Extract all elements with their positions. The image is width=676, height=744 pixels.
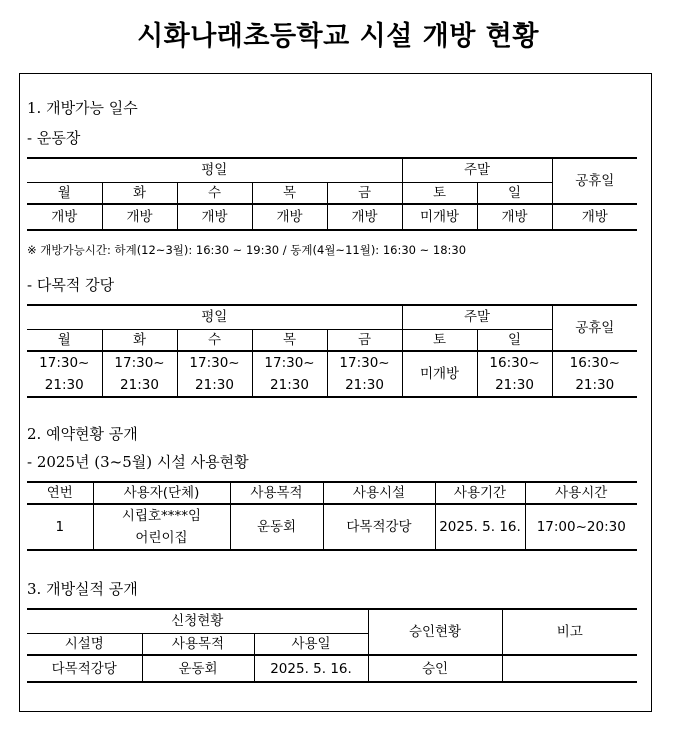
hours-end: 21:30	[120, 377, 159, 393]
hours-end: 21:30	[270, 377, 309, 393]
column-header: 사용자(단체)	[93, 482, 230, 504]
hours-start: 17:30~	[39, 355, 90, 371]
playground-subheading: - 운동장	[27, 129, 81, 147]
holiday-header: 공휴일	[552, 305, 637, 351]
hours-end: 21:30	[575, 377, 615, 393]
open-status-cell: 개방	[552, 204, 637, 230]
column-header: 연번	[27, 482, 93, 504]
hours-start: 17:30~	[189, 355, 240, 371]
hall-table	[27, 304, 637, 398]
remarks-cell	[502, 655, 637, 682]
open-status-cell: 개방	[177, 204, 252, 230]
day-header: 일	[477, 329, 552, 351]
open-status-cell: 개방	[102, 204, 177, 230]
hours-start: 17:30~	[114, 355, 165, 371]
hours-cell	[552, 351, 637, 397]
purpose-cell: 운동회	[142, 655, 254, 682]
column-header: 사용시설	[323, 482, 435, 504]
time-cell: 17:00~20:30	[525, 504, 637, 550]
hours-end: 21:30	[495, 377, 534, 393]
weekend-group-header: 주말	[402, 158, 552, 182]
approval-cell: 승인	[368, 655, 502, 682]
hours-cell	[252, 351, 327, 397]
open-status-cell: 개방	[327, 204, 402, 230]
open-status-cell: 개방	[27, 204, 102, 230]
hours-end: 21:30	[44, 377, 84, 393]
day-header: 화	[102, 182, 177, 204]
weekday-group-header: 평일	[27, 305, 402, 329]
open-hours-note: ※ 개방가능시간: 하계(12~3월): 16:30 ~ 19:30 / 동계(4월~11월): 16:30 ~ 18:30	[27, 243, 467, 257]
hours-cell	[477, 351, 552, 397]
page-title: 시화나래초등학교 시설 개방 현황	[137, 21, 539, 52]
open-status-cell: 개방	[252, 204, 327, 230]
hours-start: 16:30~	[489, 355, 540, 371]
open-status-cell: 미개방	[402, 204, 477, 230]
hours-start: 17:30~	[339, 355, 390, 371]
reservation-table	[27, 481, 637, 551]
hours-end: 21:30	[195, 377, 234, 393]
section2-heading: 2. 예약현황 공개	[27, 425, 138, 443]
hours-cell	[327, 351, 402, 397]
user-name: 시립호****임	[121, 508, 202, 524]
hall-subheading: - 다목적 강당	[27, 276, 115, 294]
day-header: 금	[327, 182, 402, 204]
period-cell: 2025. 5. 16.	[435, 504, 525, 550]
application-group-header: 신청현황	[27, 609, 368, 633]
column-header: 사용일	[254, 633, 368, 655]
day-header: 화	[102, 329, 177, 351]
facility-cell: 다목적강당	[323, 504, 435, 550]
column-header: 사용시간	[525, 482, 637, 504]
playground-table	[27, 157, 637, 231]
weekend-group-header: 주말	[402, 305, 552, 329]
column-header: 시설명	[27, 633, 142, 655]
results-table	[27, 608, 637, 683]
day-header: 일	[477, 182, 552, 204]
day-header: 토	[402, 182, 477, 204]
day-header: 월	[27, 329, 102, 351]
approval-header: 승인현황	[368, 609, 502, 655]
hours-cell	[177, 351, 252, 397]
hours-cell: 미개방	[402, 351, 477, 397]
column-header: 사용목적	[230, 482, 323, 504]
day-header: 금	[327, 329, 402, 351]
hours-cell	[102, 351, 177, 397]
hours-end: 21:30	[345, 377, 384, 393]
remarks-header: 비고	[502, 609, 637, 655]
section3-heading: 3. 개방실적 공개	[27, 580, 138, 598]
hours-start: 17:30~	[264, 355, 315, 371]
day-header: 목	[252, 182, 327, 204]
column-header: 사용목적	[142, 633, 254, 655]
open-status-cell: 개방	[477, 204, 552, 230]
facility-cell: 다목적강당	[27, 655, 142, 682]
hours-cell	[27, 351, 102, 397]
hours-start: 16:30~	[569, 355, 620, 371]
purpose-cell: 운동회	[230, 504, 323, 550]
holiday-header: 공휴일	[552, 158, 637, 204]
day-header: 수	[177, 329, 252, 351]
weekday-group-header: 평일	[27, 158, 402, 182]
day-header: 월	[27, 182, 102, 204]
day-header: 목	[252, 329, 327, 351]
user-cell	[93, 504, 230, 550]
column-header: 사용기간	[435, 482, 525, 504]
day-header: 수	[177, 182, 252, 204]
section1-heading: 1. 개방가능 일수	[27, 99, 138, 117]
user-name-line2: 어린이집	[135, 530, 188, 546]
section2-subheading: - 2025년 (3~5월) 시설 사용현황	[27, 453, 249, 471]
date-cell: 2025. 5. 16.	[254, 655, 368, 682]
day-header: 토	[402, 329, 477, 351]
row-number: 1	[27, 504, 93, 550]
